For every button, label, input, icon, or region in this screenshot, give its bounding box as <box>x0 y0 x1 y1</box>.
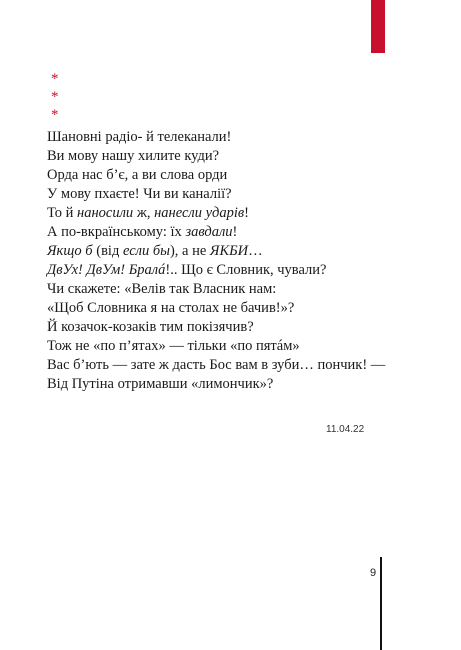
poem-italic-word: завдали <box>185 224 233 240</box>
poem-italic-word: нанесли <box>154 205 202 221</box>
poem-text: ж, <box>133 205 155 221</box>
poem-text: Вас б’ють — зате ж дасть Бос вам в зуби… пончик! — <box>47 357 386 373</box>
poem-text: Шановні радіо- й телеканали! <box>47 129 232 145</box>
poem-line <box>47 356 386 375</box>
poem-line <box>47 166 377 185</box>
poem-line <box>47 223 377 242</box>
poem-line <box>47 185 377 204</box>
poem-text: «Щоб Словника я на столах не бачив!»? <box>47 300 295 316</box>
asterisk: * <box>51 107 59 123</box>
poem-line <box>47 242 377 261</box>
poem-line <box>47 375 377 394</box>
poem-line <box>47 147 377 166</box>
poem-text: А по-вкраїнському: їх <box>47 224 186 240</box>
asterisk: * <box>51 71 59 87</box>
poem-body <box>47 128 386 394</box>
poem-line <box>47 299 377 318</box>
poem-text: Тож не «по п’ятах» — тільки «по пятáм» <box>47 338 300 354</box>
poem-text: Від Путіна отримавши «лимончик»? <box>47 376 274 392</box>
poem-italic-word: ДвУх! ДвУм! Бралá <box>47 262 166 278</box>
poem-text: ), а не <box>169 243 210 259</box>
poem-italic-word: наносили <box>77 205 134 221</box>
section-asterisks <box>51 70 59 124</box>
poem-text: Чи скажете: «Велів так Власник нам: <box>47 281 277 297</box>
poem-italic-word: ЯКБИ <box>209 243 249 259</box>
poem-text: Й козачок-козаків тим покізячив? <box>47 319 254 335</box>
poem-text: Ви мову нашу хилите куди? <box>47 148 220 164</box>
poem-line <box>47 261 377 280</box>
poem-line <box>47 337 377 356</box>
poem-line <box>47 280 377 299</box>
poem-text: У мову пхаєте! Чи ви каналії? <box>47 186 232 202</box>
poem-line <box>47 128 377 147</box>
poem-text: ! <box>244 205 250 221</box>
poem-italic-word: Якщо б <box>47 243 93 259</box>
poem-text: … <box>248 243 263 259</box>
poem-line <box>47 318 377 337</box>
page-number-rule <box>380 557 382 650</box>
poem-italic-word: ударів <box>205 205 245 221</box>
poem-text: !.. Що є Словник, чували? <box>165 262 327 278</box>
accent-bar <box>371 0 385 53</box>
poem-date: 11.04.22 <box>326 424 365 435</box>
poem-text: (від <box>92 243 123 259</box>
poem-text: Орда нас б’є, а ви слова орди <box>47 167 228 183</box>
poem-text: ! <box>232 224 238 240</box>
poem-italic-word: если бы <box>122 243 170 259</box>
page-number: 9 <box>370 567 377 579</box>
poem-text: То й <box>47 205 78 221</box>
poem-line <box>47 204 377 223</box>
asterisk: * <box>51 89 59 105</box>
